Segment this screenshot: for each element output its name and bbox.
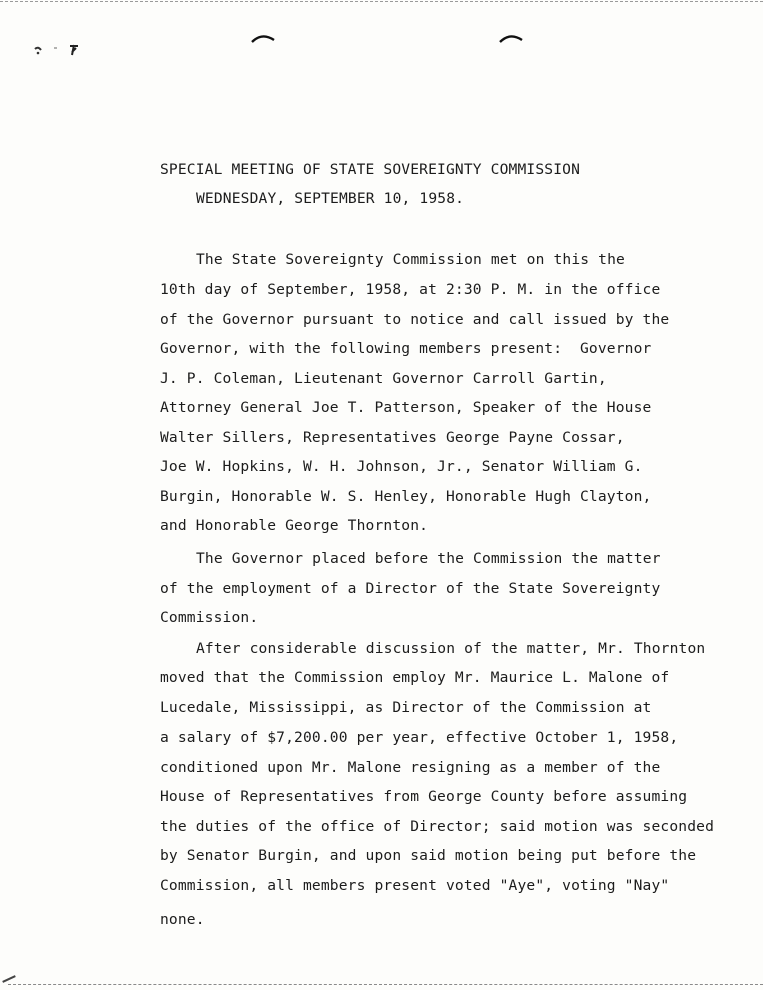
body-line: 10th day of September, 1958, at 2:30 P. M. in the office xyxy=(160,281,661,298)
body-line: Commission, all members present voted "Aye", voting "Nay" xyxy=(160,877,670,894)
binder-clip-mark-left xyxy=(250,32,276,44)
body-line: none. xyxy=(160,911,205,928)
body-line: After considerable discussion of the matter, Mr. Thornton xyxy=(196,640,706,657)
meeting-date: WEDNESDAY, SEPTEMBER 10, 1958. xyxy=(196,190,465,207)
body-line: House of Representatives from George County before assuming xyxy=(160,788,688,805)
body-line: Joe W. Hopkins, W. H. Johnson, Jr., Senator William G. xyxy=(160,458,643,475)
body-line: J. P. Coleman, Lieutenant Governor Carroll Gartin, xyxy=(160,370,607,387)
bottom-perforation-line xyxy=(8,984,763,985)
body-line: conditioned upon Mr. Malone resigning as a member of the xyxy=(160,759,661,776)
top-perforation-line xyxy=(0,1,763,2)
body-line: of the employment of a Director of the State Sovereignty xyxy=(160,580,661,597)
body-line: the duties of the office of Director; said motion was seconded xyxy=(160,818,715,835)
body-line: of the Governor pursuant to notice and call issued by the xyxy=(160,311,670,328)
body-line: The State Sovereignty Commission met on this the xyxy=(196,251,625,268)
binder-clip-mark-right xyxy=(498,32,524,44)
body-line: Governor, with the following members present: Governor xyxy=(160,340,652,357)
body-line: and Honorable George Thornton. xyxy=(160,517,429,534)
document-title: SPECIAL MEETING OF STATE SOVEREIGNTY COMMISSION xyxy=(160,161,581,178)
body-line: Attorney General Joe T. Patterson, Speaker of the House xyxy=(160,399,652,416)
body-line: by Senator Burgin, and upon said motion being put before the xyxy=(160,847,697,864)
body-line: Burgin, Honorable W. S. Henley, Honorable Hugh Clayton, xyxy=(160,488,652,505)
body-line: Lucedale, Mississippi, as Director of the Commission at xyxy=(160,699,652,716)
bottom-edge-mark xyxy=(2,975,16,983)
body-line: Walter Sillers, Representatives George Payne Cossar, xyxy=(160,429,625,446)
scan-speck-marks xyxy=(32,40,84,58)
body-line: Commission. xyxy=(160,609,259,626)
body-line: a salary of $7,200.00 per year, effective October 1, 1958, xyxy=(160,729,679,746)
body-line: The Governor placed before the Commission the matter xyxy=(196,550,661,567)
body-line: moved that the Commission employ Mr. Maurice L. Malone of xyxy=(160,669,670,686)
